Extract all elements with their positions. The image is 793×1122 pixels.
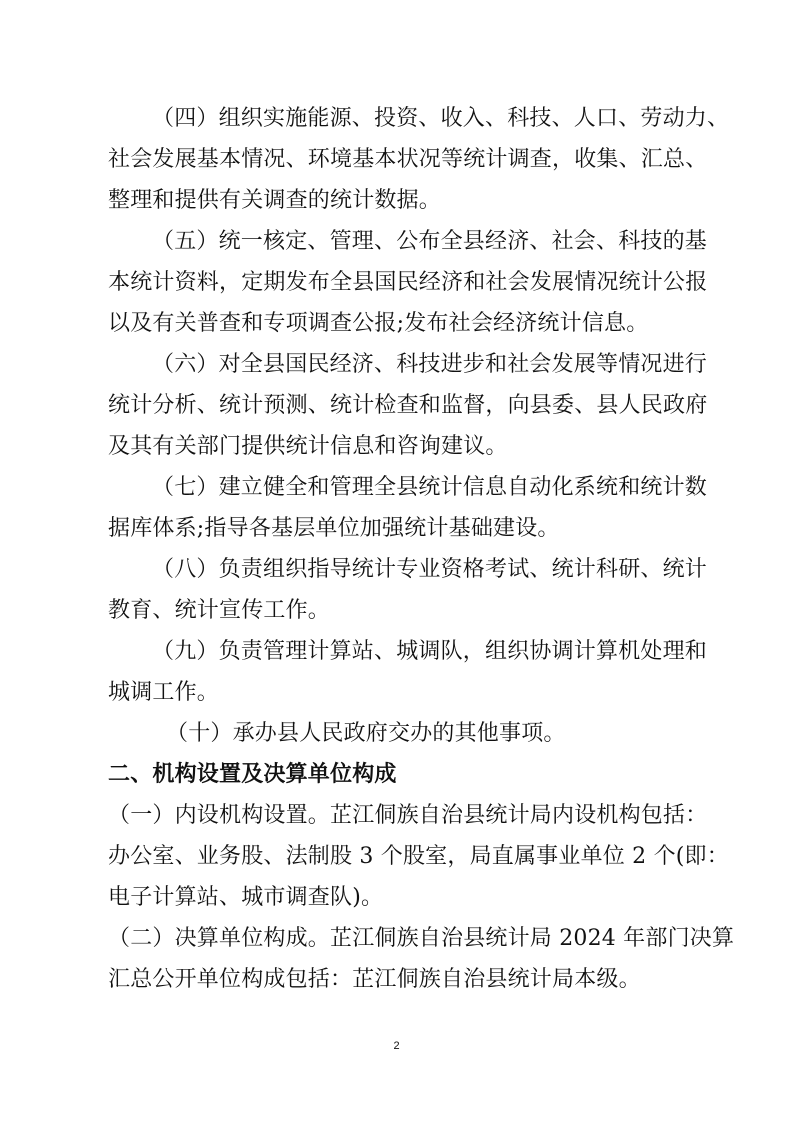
- paragraph-9-line-1: （九）负责管理计算站、城调队，组织协调计算机处理和: [152, 639, 708, 664]
- budget-unit-line-2: 汇总公开单位构成包括：芷江侗族自治县统计局本级。: [108, 967, 641, 992]
- section-heading: 二、机构设置及决算单位构成: [108, 762, 397, 787]
- budget-unit-line-1: （二）决算单位构成。芷江侗族自治县统计局 2024 年部门决算: [108, 926, 735, 951]
- paragraph-8-line-1: （八）负责组织指导统计专业资格考试、统计科研、统计: [152, 557, 708, 582]
- paragraph-10-line-1: （十）承办县人民政府交办的其他事项。: [166, 721, 566, 746]
- paragraph-5-line-3: 以及有关普查和专项调查公报;发布社会经济统计信息。: [108, 311, 649, 336]
- internal-structure-line-1: （一）内设机构设置。芷江侗族自治县统计局内设机构包括：: [108, 803, 708, 828]
- paragraph-9-line-2: 城调工作。: [108, 680, 220, 705]
- document-body: [108, 98, 735, 1000]
- internal-structure-line-3: 电子计算站、城市调查队)。: [108, 885, 384, 910]
- paragraph-4-line-3: 整理和提供有关调查的统计数据。: [108, 188, 442, 213]
- paragraph-5-line-2: 本统计资料，定期发布全县国民经济和社会发展情况统计公报: [108, 270, 708, 295]
- paragraph-7-line-2: 据库体系;指导各基层单位加强统计基础建设。: [108, 516, 560, 541]
- paragraph-6-line-2: 统计分析、统计预测、统计检查和监督，向县委、县人民政府: [108, 393, 708, 418]
- paragraph-6-line-3: 及其有关部门提供统计信息和咨询建议。: [108, 434, 508, 459]
- paragraph-5-line-1: （五）统一核定、管理、公布全县经济、社会、科技的基: [152, 229, 708, 254]
- paragraph-4-line-2: 社会发展基本情况、环境基本状况等统计调查，收集、汇总、: [108, 147, 708, 172]
- paragraph-7-line-1: （七）建立健全和管理全县统计信息自动化系统和统计数: [152, 475, 708, 500]
- paragraph-8-line-2: 教育、统计宣传工作。: [108, 598, 331, 623]
- page-number: 2: [393, 1040, 400, 1052]
- paragraph-4-line-1: （四）组织实施能源、投资、收入、科技、人口、劳动力、: [152, 106, 730, 131]
- paragraph-6-line-1: （六）对全县国民经济、科技进步和社会发展等情况进行: [152, 352, 708, 377]
- internal-structure-line-2: 办公室、业务股、法制股 3 个股室，局直属事业单位 2 个(即：: [108, 844, 729, 869]
